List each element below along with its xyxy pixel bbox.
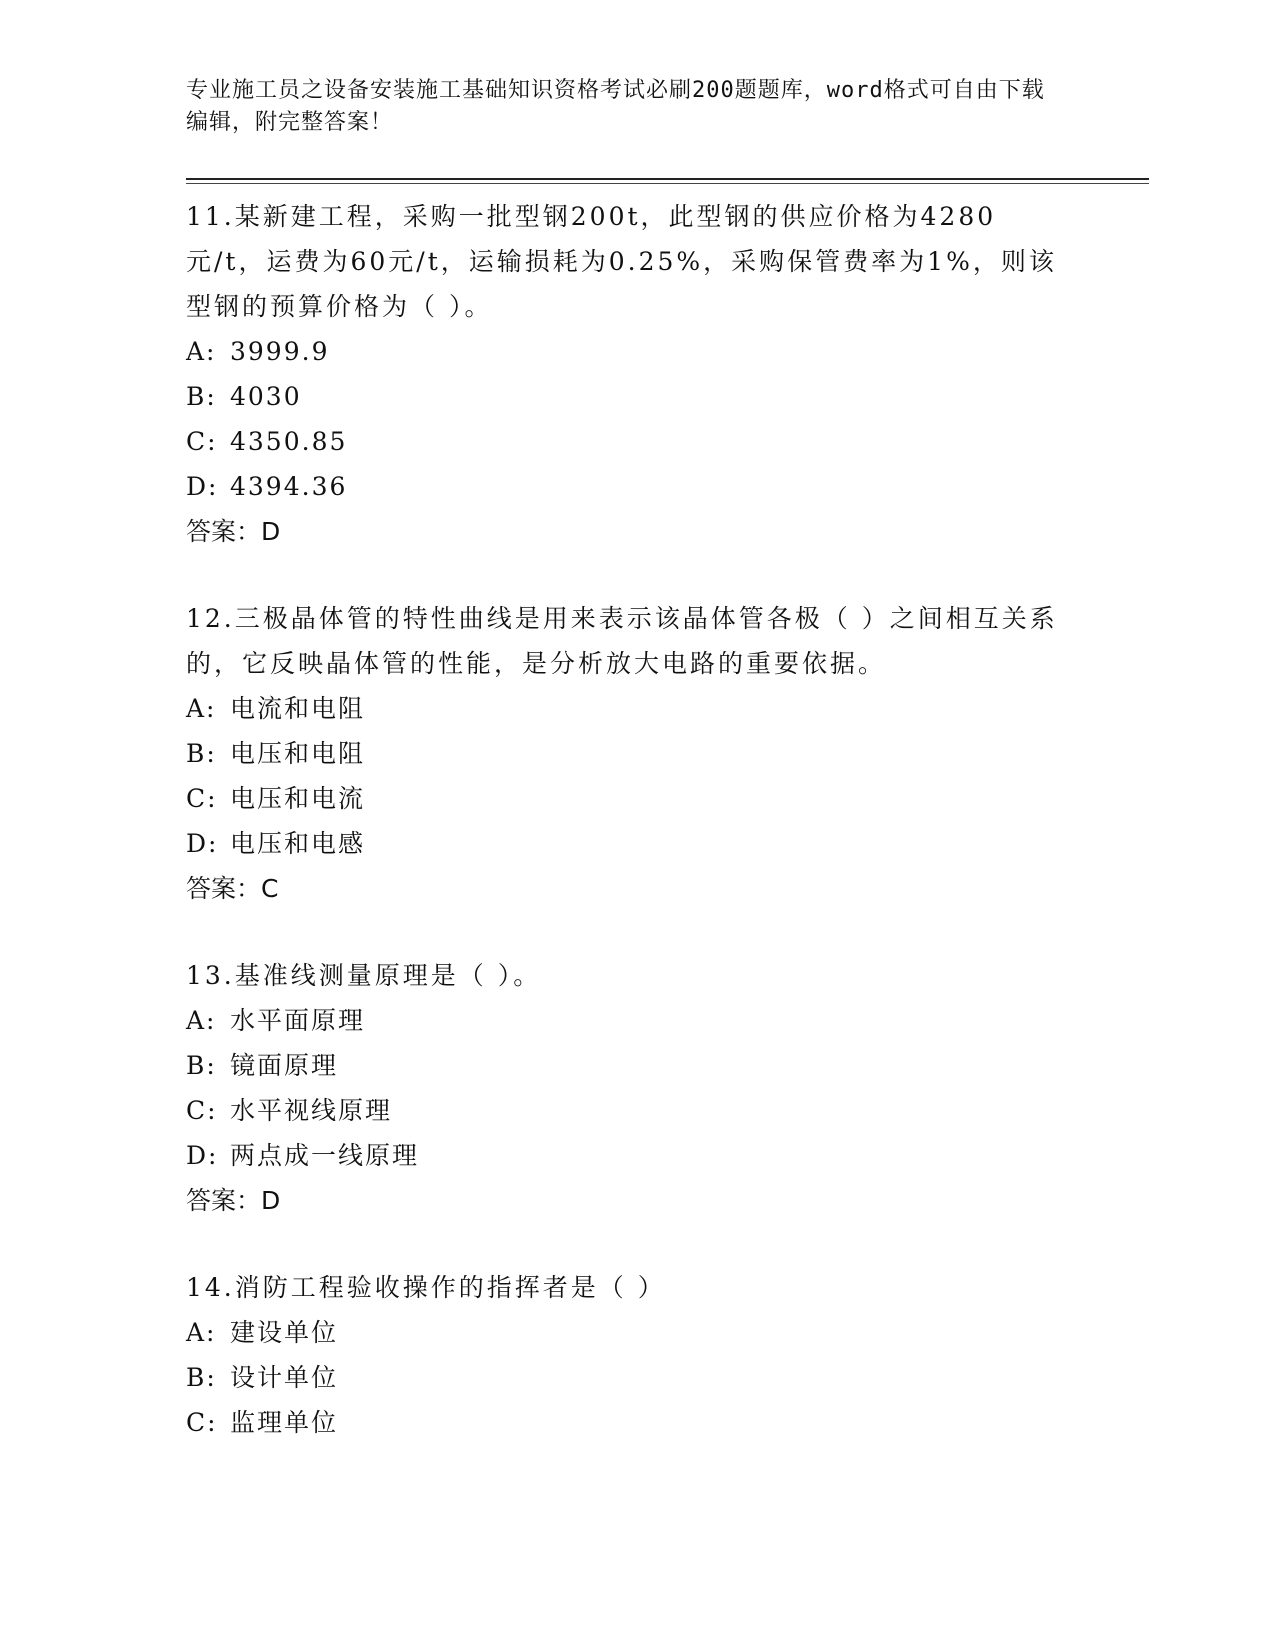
answer-line: 答案：D <box>186 1186 281 1215</box>
option-letter: B: <box>186 1051 217 1080</box>
option-letter: A: <box>186 337 217 366</box>
option-d <box>186 1133 1066 1178</box>
answer-line: 答案：C <box>186 874 279 903</box>
option-text: 水平面原理 <box>230 1006 366 1035</box>
option-letter: D: <box>186 1141 219 1170</box>
option-text: 镜面原理 <box>230 1051 339 1080</box>
option-text: 3999.9 <box>230 337 330 366</box>
option-a <box>186 329 1066 374</box>
option-text: 水平视线原理 <box>230 1096 393 1125</box>
question-13 <box>186 953 1066 1223</box>
option-c <box>186 1088 1066 1133</box>
question-stem: 12.三极晶体管的特性曲线是用来表示该晶体管各极（ ）之间相互关系的，它反映晶体管的性能，是分析放大电路的重要依据。 <box>186 604 1058 678</box>
option-letter: B: <box>186 739 217 768</box>
document-header: 专业施工员之设备安装施工基础知识资格考试必刷200题题库，word格式可自由下载编辑，附完整答案！ <box>186 78 1045 135</box>
answer-line: 答案：D <box>186 517 281 546</box>
option-letter: A: <box>186 1006 217 1035</box>
option-text: 监理单位 <box>230 1408 339 1437</box>
option-letter: A: <box>186 694 217 723</box>
option-text: 设计单位 <box>230 1363 339 1392</box>
option-text: 4350.85 <box>230 427 348 456</box>
question-stem: 11.某新建工程，采购一批型钢200t，此型钢的供应价格为4280元/t，运费为60元/t，运输损耗为0.25%，采购保管费率为1%，则该型钢的预算价格为（ ）。 <box>186 202 1057 321</box>
option-d <box>186 821 1066 866</box>
option-a <box>186 1310 1066 1355</box>
option-letter: C: <box>186 1408 218 1437</box>
question-12 <box>186 596 1066 911</box>
option-b <box>186 731 1066 776</box>
header-divider-thick <box>186 178 1149 180</box>
option-letter: B: <box>186 382 217 411</box>
option-c <box>186 1400 1066 1445</box>
option-a <box>186 998 1066 1043</box>
option-b <box>186 1043 1066 1088</box>
option-text: 电流和电阻 <box>230 694 366 723</box>
option-a <box>186 686 1066 731</box>
header-divider-thin <box>186 183 1149 184</box>
option-b <box>186 374 1066 419</box>
option-letter: B: <box>186 1363 217 1392</box>
option-letter: D: <box>186 472 219 501</box>
option-text: 电压和电流 <box>230 784 366 813</box>
option-c <box>186 776 1066 821</box>
option-letter: D: <box>186 829 219 858</box>
option-letter: C: <box>186 784 218 813</box>
question-11 <box>186 194 1066 554</box>
option-letter: C: <box>186 427 218 456</box>
option-letter: C: <box>186 1096 218 1125</box>
option-b <box>186 1355 1066 1400</box>
option-d <box>186 464 1066 509</box>
question-stem: 14.消防工程验收操作的指挥者是（ ） <box>186 1273 666 1302</box>
option-text: 电压和电感 <box>230 829 366 858</box>
option-text: 两点成一线原理 <box>230 1141 420 1170</box>
question-list <box>186 194 1066 1487</box>
option-text: 电压和电阻 <box>230 739 366 768</box>
question-stem: 13.基准线测量原理是（ ）。 <box>186 961 542 990</box>
option-text: 4394.36 <box>230 472 348 501</box>
option-letter: A: <box>186 1318 217 1347</box>
question-14 <box>186 1265 1066 1445</box>
option-c <box>186 419 1066 464</box>
option-text: 建设单位 <box>230 1318 339 1347</box>
option-text: 4030 <box>230 382 302 411</box>
